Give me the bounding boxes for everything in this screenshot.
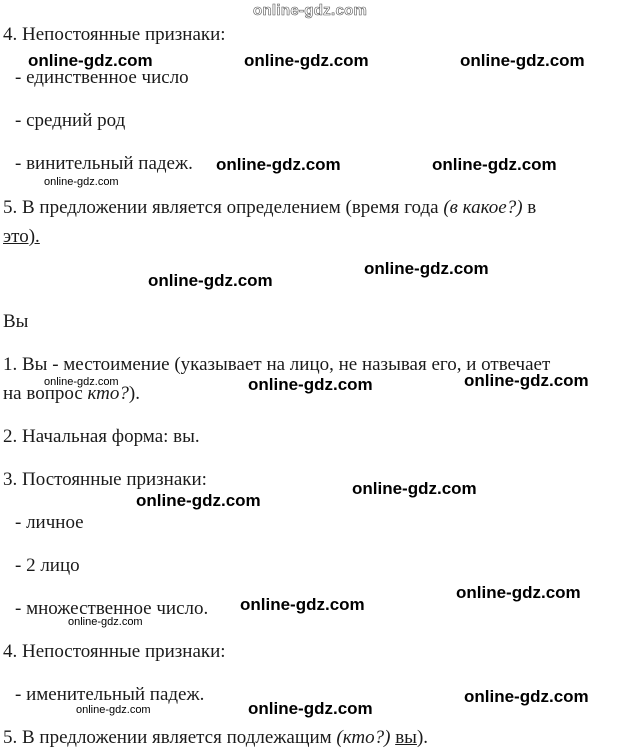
text-line: - именительный падеж. <box>15 684 205 705</box>
text-line: 3. Постоянные признаки: <box>3 469 207 490</box>
text-segment: в <box>527 197 537 218</box>
watermark-text: online-gdz.com <box>240 595 365 614</box>
section-heading: Вы <box>3 311 29 332</box>
text-line: - 2 лицо <box>15 555 80 576</box>
question-italic: (кто?) <box>336 727 391 748</box>
watermark-text: online-gdz.com <box>136 491 261 510</box>
watermark-text: online-gdz.com <box>28 51 153 70</box>
underlined-word: вы <box>395 727 417 748</box>
text-line: - средний род <box>15 110 126 131</box>
watermark-text: online-gdz.com <box>148 271 273 290</box>
watermark-text: online-gdz.com <box>364 259 489 278</box>
question-italic: кто? <box>87 383 129 404</box>
text-line: - личное <box>15 512 84 533</box>
watermark-text: online-gdz.com <box>244 51 369 70</box>
text-line <box>3 727 428 749</box>
watermark-text: online-gdz.com <box>464 687 589 706</box>
watermark-text-small: online-gdz.com <box>44 376 119 388</box>
watermark-text-small: online-gdz.com <box>44 176 119 188</box>
watermark-text: online-gdz.com <box>456 583 581 602</box>
watermark-text-small: online-gdz.com <box>76 704 151 716</box>
watermark-text: online-gdz.com <box>464 371 589 390</box>
text-line <box>3 197 536 219</box>
text-segment: ). <box>416 727 429 748</box>
watermark-text: online-gdz.com <box>248 375 373 394</box>
text-line: - винительный падеж. <box>15 153 193 174</box>
underlined-word: это). <box>3 226 40 247</box>
text-line: - множественное число. <box>15 598 209 619</box>
text-line: 2. Начальная форма: вы. <box>3 426 200 447</box>
watermark-text: online-gdz.com <box>352 479 477 498</box>
text-segment: на вопрос <box>3 383 83 404</box>
watermark-text: online-gdz.com <box>216 155 341 174</box>
text-line: 4. Непостоянные признаки: <box>3 641 226 662</box>
text-line: 4. Непостоянные признаки: <box>3 24 226 45</box>
watermark-text: online-gdz.com <box>432 155 557 174</box>
watermark-text: online-gdz.com <box>460 51 585 70</box>
text-segment: 5. В предложении является подлежащим <box>3 727 332 748</box>
text-line: - единственное число <box>15 67 189 88</box>
text-segment: ). <box>128 383 140 404</box>
watermark-text: online-gdz.com <box>248 699 373 718</box>
question-italic: (в какое?) <box>443 197 523 218</box>
text-line: 1. Вы - местоимение (указывает на лицо, не называя его, и отвечает <box>3 354 551 375</box>
text-segment: 5. В предложении является определением (время года <box>3 197 439 218</box>
text-line <box>3 226 40 248</box>
header-watermark: online-gdz.com <box>253 2 368 19</box>
watermark-text-small: online-gdz.com <box>68 616 143 628</box>
